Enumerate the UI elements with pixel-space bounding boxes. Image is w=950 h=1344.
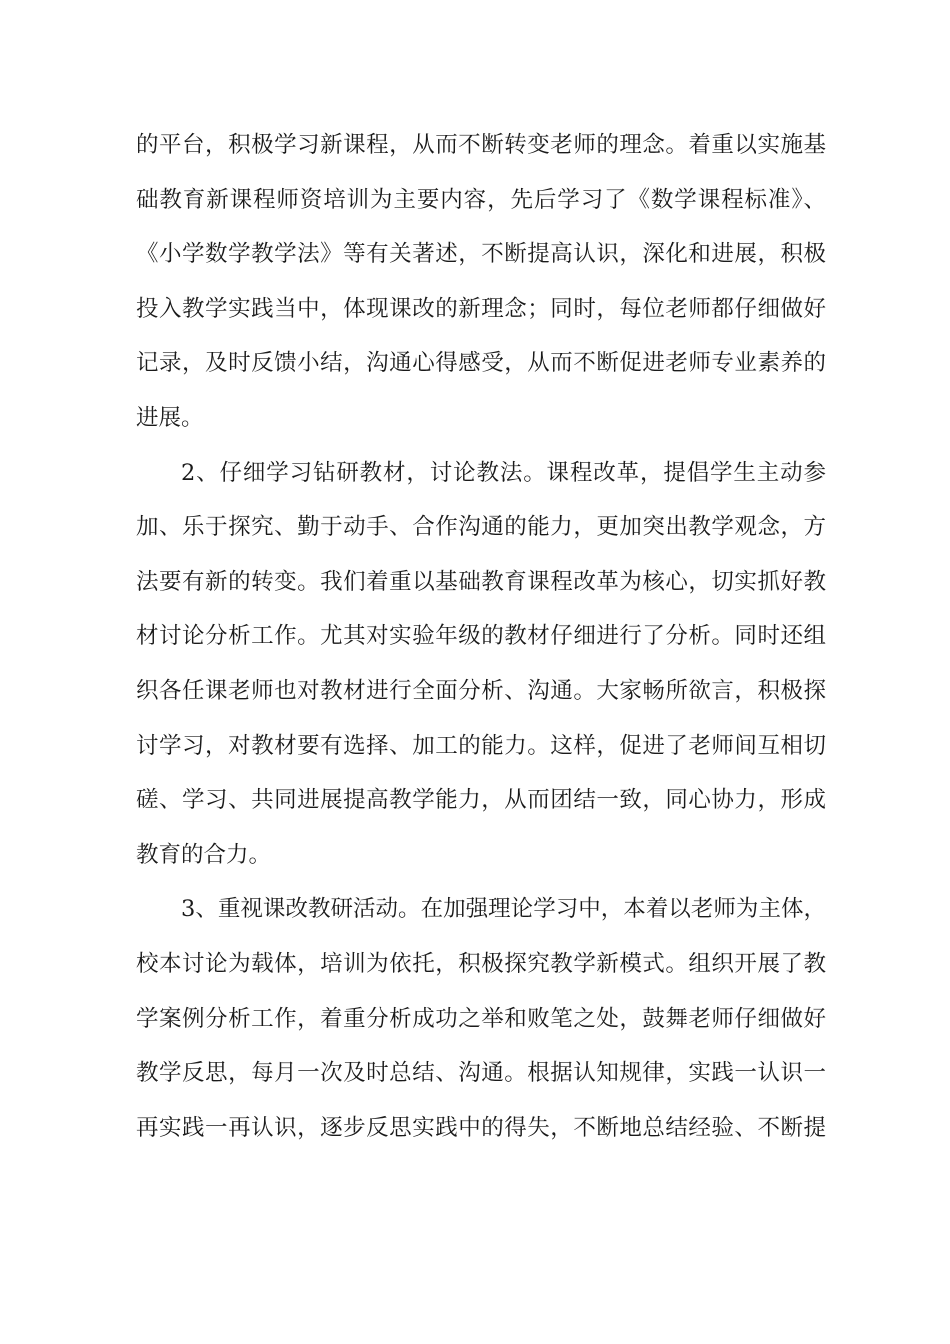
text-line: 教学反思，每月一次及时总结、沟通。根据认知规律，实践一认识一 — [136, 1060, 826, 1087]
text-line: 讨学习，对教材要有选择、加工的能力。这样，促进了老师间互相切 — [136, 732, 826, 759]
text-line: 教育的合力。 — [136, 841, 272, 868]
text-line: 再实践一再认识，逐步反思实践中的得失，不断地总结经验、不断提 — [136, 1114, 826, 1141]
text-line: 记录，及时反馈小结，沟通心得感受，从而不断促进老师专业素养的 — [136, 350, 826, 377]
paragraph-start-line: 3、重视课改教研活动。在加强理论学习中，本着以老师为主体， — [181, 896, 826, 923]
document-body — [136, 118, 826, 1155]
text-line: 《小学数学教学法》等有关著述，不断提高认识，深化和进展，积极 — [136, 241, 826, 268]
text-line: 投入教学实践当中，体现课改的新理念；同时，每位老师都仔细做好 — [136, 295, 826, 322]
text-line: 进展。 — [136, 404, 204, 431]
text-line: 织各任课老师也对教材进行全面分析、沟通。大家畅所欲言，积极探 — [136, 677, 826, 704]
text-line: 础教育新课程师资培训为主要内容，先后学习了《数学课程标准》、 — [136, 186, 826, 213]
paragraph-start-line: 2、仔细学习钻研教材，讨论教法。课程改革，提倡学生主动参 — [181, 459, 826, 486]
text-line: 法要有新的转变。我们着重以基础教育课程改革为核心，切实抓好教 — [136, 568, 826, 595]
text-line: 校本讨论为载体，培训为依托，积极探究教学新模式。组织开展了教 — [136, 950, 826, 977]
text-line: 材讨论分析工作。尤其对实验年级的教材仔细进行了分析。同时还组 — [136, 623, 826, 650]
text-line: 加、乐于探究、勤于动手、合作沟通的能力，更加突出教学观念，方 — [136, 514, 826, 541]
text-line: 学案例分析工作，着重分析成功之举和败笔之处，鼓舞老师仔细做好 — [136, 1005, 826, 1032]
text-line: 磋、学习、共同进展提高教学能力，从而团结一致，同心协力，形成 — [136, 787, 826, 814]
text-line: 的平台，积极学习新课程，从而不断转变老师的理念。着重以实施基 — [136, 132, 826, 158]
